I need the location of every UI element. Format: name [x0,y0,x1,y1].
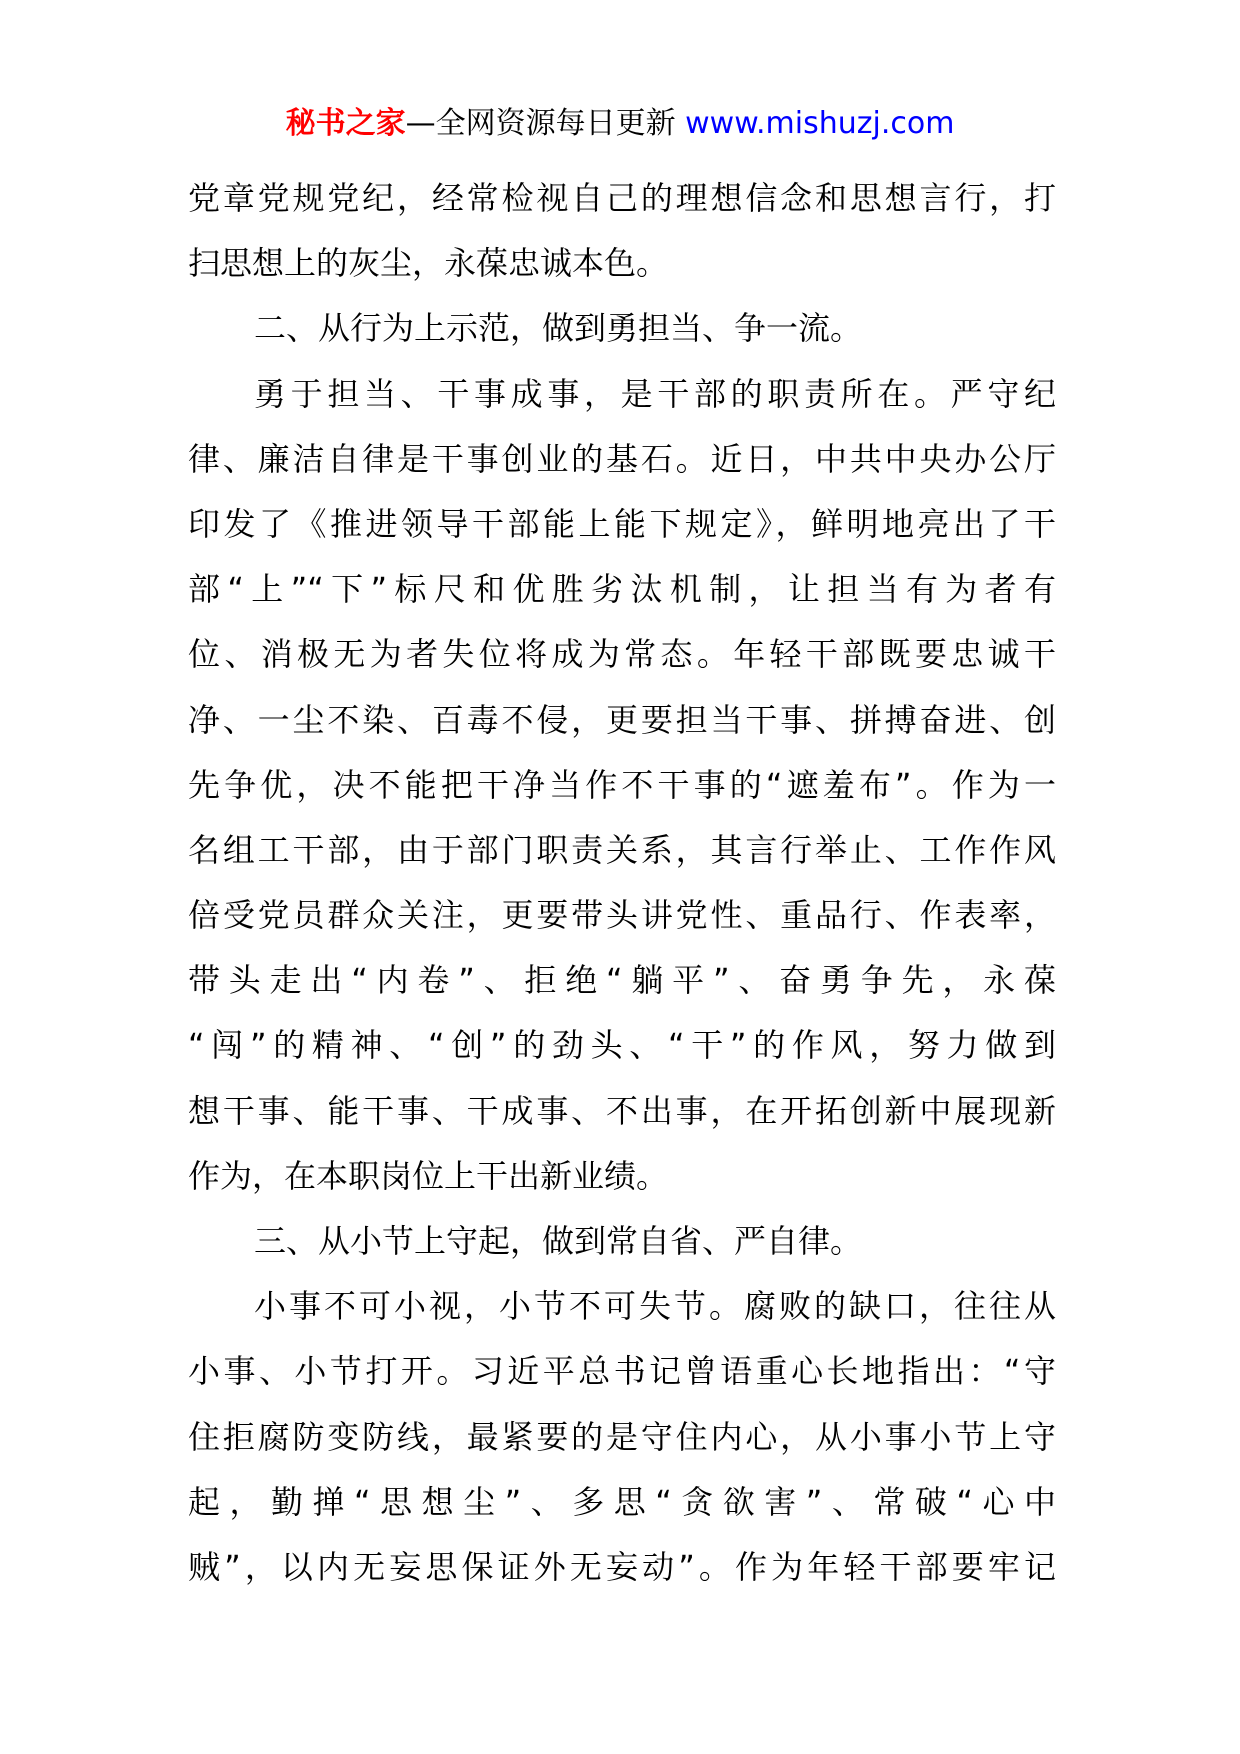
document-body [188,166,1056,1600]
text-line: 名组工干部，由于部门职责关系，其言行举止、工作作风 [188,830,1056,869]
text-line: 律、廉洁自律是干事创业的基石。近日，中共中央办公厅 [188,439,1056,478]
text-line: 扫思想上的灰尘，永葆忠诚本色。 [188,244,669,283]
text-line: 住拒腐防变防线，最紧要的是守住内心，从小事小节上守 [188,1417,1056,1456]
site-header [0,104,1240,144]
text-line: 倍受党员群众关注，更要带头讲党性、重品行、作表率， [188,896,1056,935]
text-line: 位、消极无为者失位将成为常态。年轻干部既要忠诚干 [188,635,1056,674]
brand-name: 秘书之家 [285,106,406,141]
text-line: “闯”的精神、“创”的劲头、“干”的作风，努力做到 [188,1026,1056,1065]
text-line: 先争优，决不能把干净当作不干事的“遮羞布”。作为一 [188,765,1056,804]
text-line: 作为，在本职岗位上干出新业绩。 [188,1156,669,1195]
text-line: 勇于担当、干事成事，是干部的职责所在。严守纪 [254,374,1056,413]
text-line: 起，勤掸“思想尘”、多思“贪欲害”、常破“心中 [188,1482,1056,1521]
text-line: 带头走出“内卷”、拒绝“躺平”、奋勇争先，永葆 [188,961,1056,1000]
header-tagline: —全网资源每日更新 [405,106,686,141]
section-heading: 二、从行为上示范，做到勇担当、争一流。 [254,309,863,348]
text-line: 部“上”“下”标尺和优胜劣汰机制，让担当有为者有 [188,570,1056,609]
text-line: 党章党规党纪，经常检视自己的理想信念和思想言行，打 [188,179,1056,217]
text-line: 小事、小节打开。习近平总书记曾语重心长地指出：“守 [188,1352,1056,1391]
text-line: 印发了《推进领导干部能上能下规定》，鲜明地亮出了干 [188,504,1056,543]
text-line: 小事不可小视，小节不可失节。腐败的缺口，往往从 [254,1287,1056,1326]
text-line: 想干事、能干事、干成事、不出事，在开拓创新中展现新 [188,1091,1056,1130]
text-line: 净、一尘不染、百毒不侵，更要担当干事、拼搏奋进、创 [188,700,1056,739]
text-line: 贼”，以内无妄思保证外无妄动”。作为年轻干部要牢记 [188,1547,1056,1586]
site-url-link[interactable]: www.mishuzj.com [685,106,955,141]
section-heading: 三、从小节上守起，做到常自省、严自律。 [254,1222,863,1260]
